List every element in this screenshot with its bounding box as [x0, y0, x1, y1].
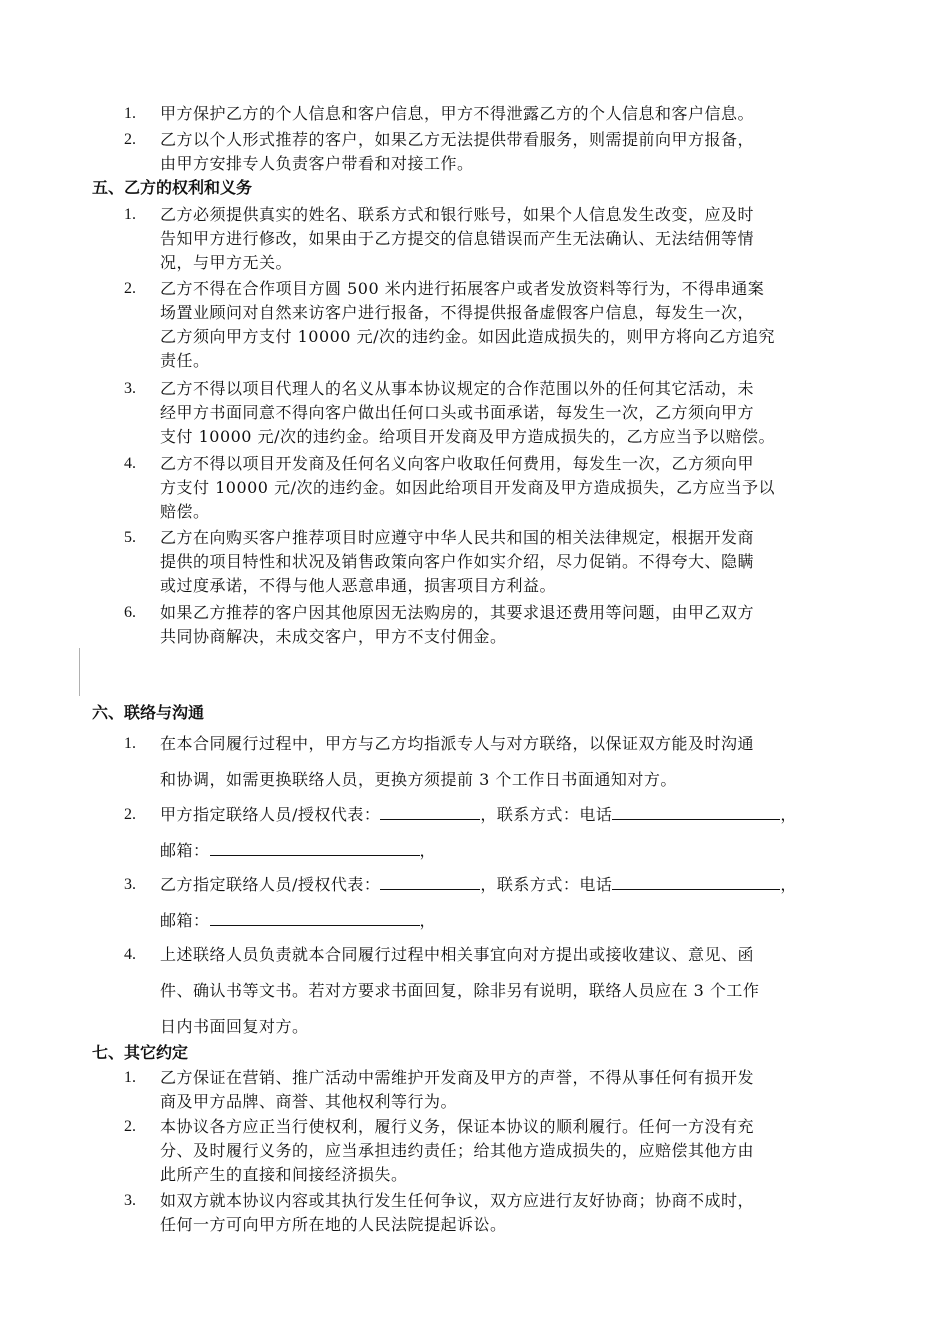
item-text: 况，与甲方无关。	[160, 253, 293, 272]
item-number: 4.	[124, 946, 136, 963]
item-text: 日内书面回复对方。	[160, 1017, 309, 1036]
item-text: 乙方不得以项目代理人的名义从事本协议规定的合作范围以外的任何其它活动，未	[160, 379, 755, 398]
item-text: 乙方以个人形式推荐的客户，如果乙方无法提供带看服务，则需提前向甲方报备，	[160, 130, 755, 149]
item-number: 1.	[124, 105, 136, 122]
rep-label: 乙方指定联络人员/授权代表：	[160, 875, 381, 894]
item-text: 或过度承诺，不得与他人恶意串通，损害项目方利益。	[160, 576, 557, 595]
item-text: 乙方在向购买客户推荐项目时应遵守中华人民共和国的相关法律规定，根据开发商	[160, 528, 755, 547]
phone-blank	[612, 871, 780, 890]
rep-blank	[380, 871, 480, 890]
list-item	[124, 867, 859, 939]
item-text: 本协议各方应正当行使权利，履行义务，保证本协议的顺利履行。任何一方没有充	[160, 1117, 755, 1136]
email-label: 邮箱：	[160, 841, 210, 860]
email-line	[160, 833, 859, 869]
section-heading: 五、乙方的权利和义务	[92, 178, 253, 197]
item-text: 任何一方可向甲方所在地的人民法院提起诉讼。	[160, 1215, 507, 1234]
item-number: 1.	[124, 735, 136, 752]
comma: ，	[419, 841, 437, 860]
item-number: 1.	[124, 1069, 136, 1086]
margin-mark	[79, 648, 80, 696]
item-text: 乙方不得在合作项目方圆 500 米内进行拓展客户或者发放资料等行为，不得串通案	[160, 279, 765, 298]
item-text: 在本合同履行过程中，甲方与乙方均指派专人与对方联络，以保证双方能及时沟通	[160, 734, 755, 753]
list-item	[124, 526, 859, 598]
item-number: 2.	[124, 131, 136, 148]
item-text: 件、确认书等文书。若对方要求书面回复，除非另有说明，联络人员应在 3 个工作	[160, 981, 760, 1000]
item-number: 6.	[124, 604, 136, 621]
item-text: 如果乙方推荐的客户因其他原因无法购房的，其要求退还费用等问题，由甲乙双方	[160, 603, 755, 622]
list-item	[124, 601, 859, 649]
item-text: 和协调，如需更换联络人员，更换方须提前 3 个工作日书面通知对方。	[160, 770, 677, 789]
contact-line	[160, 797, 859, 833]
list-item	[124, 1189, 859, 1237]
list-item	[124, 797, 859, 869]
list-item	[124, 377, 859, 449]
item-text: 共同协商解决，未成交客户，甲方不支付佣金。	[160, 627, 507, 646]
item-number: 3.	[124, 876, 136, 893]
list-item	[124, 452, 859, 524]
item-text: 甲方保护乙方的个人信息和客户信息，甲方不得泄露乙方的个人信息和客户信息。	[160, 104, 755, 123]
email-label: 邮箱：	[160, 911, 210, 930]
email-blank	[210, 837, 420, 856]
item-text: 商及甲方品牌、商誉、其他权利等行为。	[160, 1092, 458, 1111]
contact-label: ，联系方式：电话	[480, 875, 613, 894]
list-item	[124, 1115, 859, 1187]
item-text: 赔偿。	[160, 502, 210, 521]
item-number: 1.	[124, 206, 136, 223]
list-item	[124, 203, 859, 275]
item-text: 责任。	[160, 351, 210, 370]
item-text: 分、及时履行义务的，应当承担违约责任；给其他方造成损失的，应赔偿其他方由	[160, 1141, 755, 1160]
item-text: 此所产生的直接和间接经济损失。	[160, 1165, 408, 1184]
item-text: 乙方须向甲方支付 10000 元/次的违约金。如因此造成损失的，则甲方将向乙方追究	[160, 327, 775, 346]
section-heading: 七、其它约定	[92, 1043, 189, 1062]
item-number: 2.	[124, 280, 136, 297]
contact-line	[160, 867, 859, 903]
item-text: 场置业顾问对自然来访客户进行报备，不得提供报备虚假客户信息，每发生一次，	[160, 303, 755, 322]
contact-label: ，联系方式：电话	[480, 805, 613, 824]
item-text: 经甲方书面同意不得向客户做出任何口头或书面承诺，每发生一次，乙方须向甲方	[160, 403, 755, 422]
item-text: 告知甲方进行修改，如果由于乙方提交的信息错误而产生无法确认、无法结佣等情	[160, 229, 755, 248]
item-text: 乙方保证在营销、推广活动中需维护开发商及甲方的声誉，不得从事任何有损开发	[160, 1068, 755, 1087]
item-text: 提供的项目特性和状况及销售政策向客户作如实介绍，尽力促销。不得夸大、隐瞒	[160, 552, 755, 571]
item-number: 2.	[124, 806, 136, 823]
comma: ，	[780, 875, 797, 894]
item-text: 方支付 10000 元/次的违约金。如因此给项目开发商及甲方造成损失，乙方应当予以	[160, 478, 775, 497]
item-number: 3.	[124, 1192, 136, 1209]
item-number: 3.	[124, 380, 136, 397]
item-text: 乙方必须提供真实的姓名、联系方式和银行账号，如果个人信息发生改变，应及时	[160, 205, 755, 224]
list-item	[124, 1066, 859, 1114]
item-text: 如双方就本协议内容或其执行发生任何争议，双方应进行友好协商；协商不成时，	[160, 1191, 755, 1210]
comma: ，	[780, 805, 797, 824]
list-item	[124, 102, 859, 126]
list-item	[124, 128, 859, 176]
phone-blank	[612, 801, 780, 820]
comma: ，	[419, 911, 437, 930]
list-item	[124, 726, 859, 798]
item-number: 4.	[124, 455, 136, 472]
rep-label: 甲方指定联络人员/授权代表：	[160, 805, 381, 824]
item-text: 乙方不得以项目开发商及任何名义向客户收取任何费用，每发生一次，乙方须向甲	[160, 454, 755, 473]
email-line	[160, 903, 859, 939]
section-heading: 六、联络与沟通	[92, 703, 205, 722]
item-number: 5.	[124, 529, 136, 546]
item-text: 由甲方安排专人负责客户带看和对接工作。	[160, 154, 474, 173]
item-text: 支付 10000 元/次的违约金。给项目开发商及甲方造成损失的，乙方应当予以赔偿。	[160, 427, 775, 446]
rep-blank	[380, 801, 480, 820]
email-blank	[210, 907, 420, 926]
list-item	[124, 277, 859, 373]
list-item	[124, 937, 859, 1045]
item-number: 2.	[124, 1118, 136, 1135]
item-text: 上述联络人员负责就本合同履行过程中相关事宜向对方提出或接收建议、意见、函	[160, 945, 755, 964]
